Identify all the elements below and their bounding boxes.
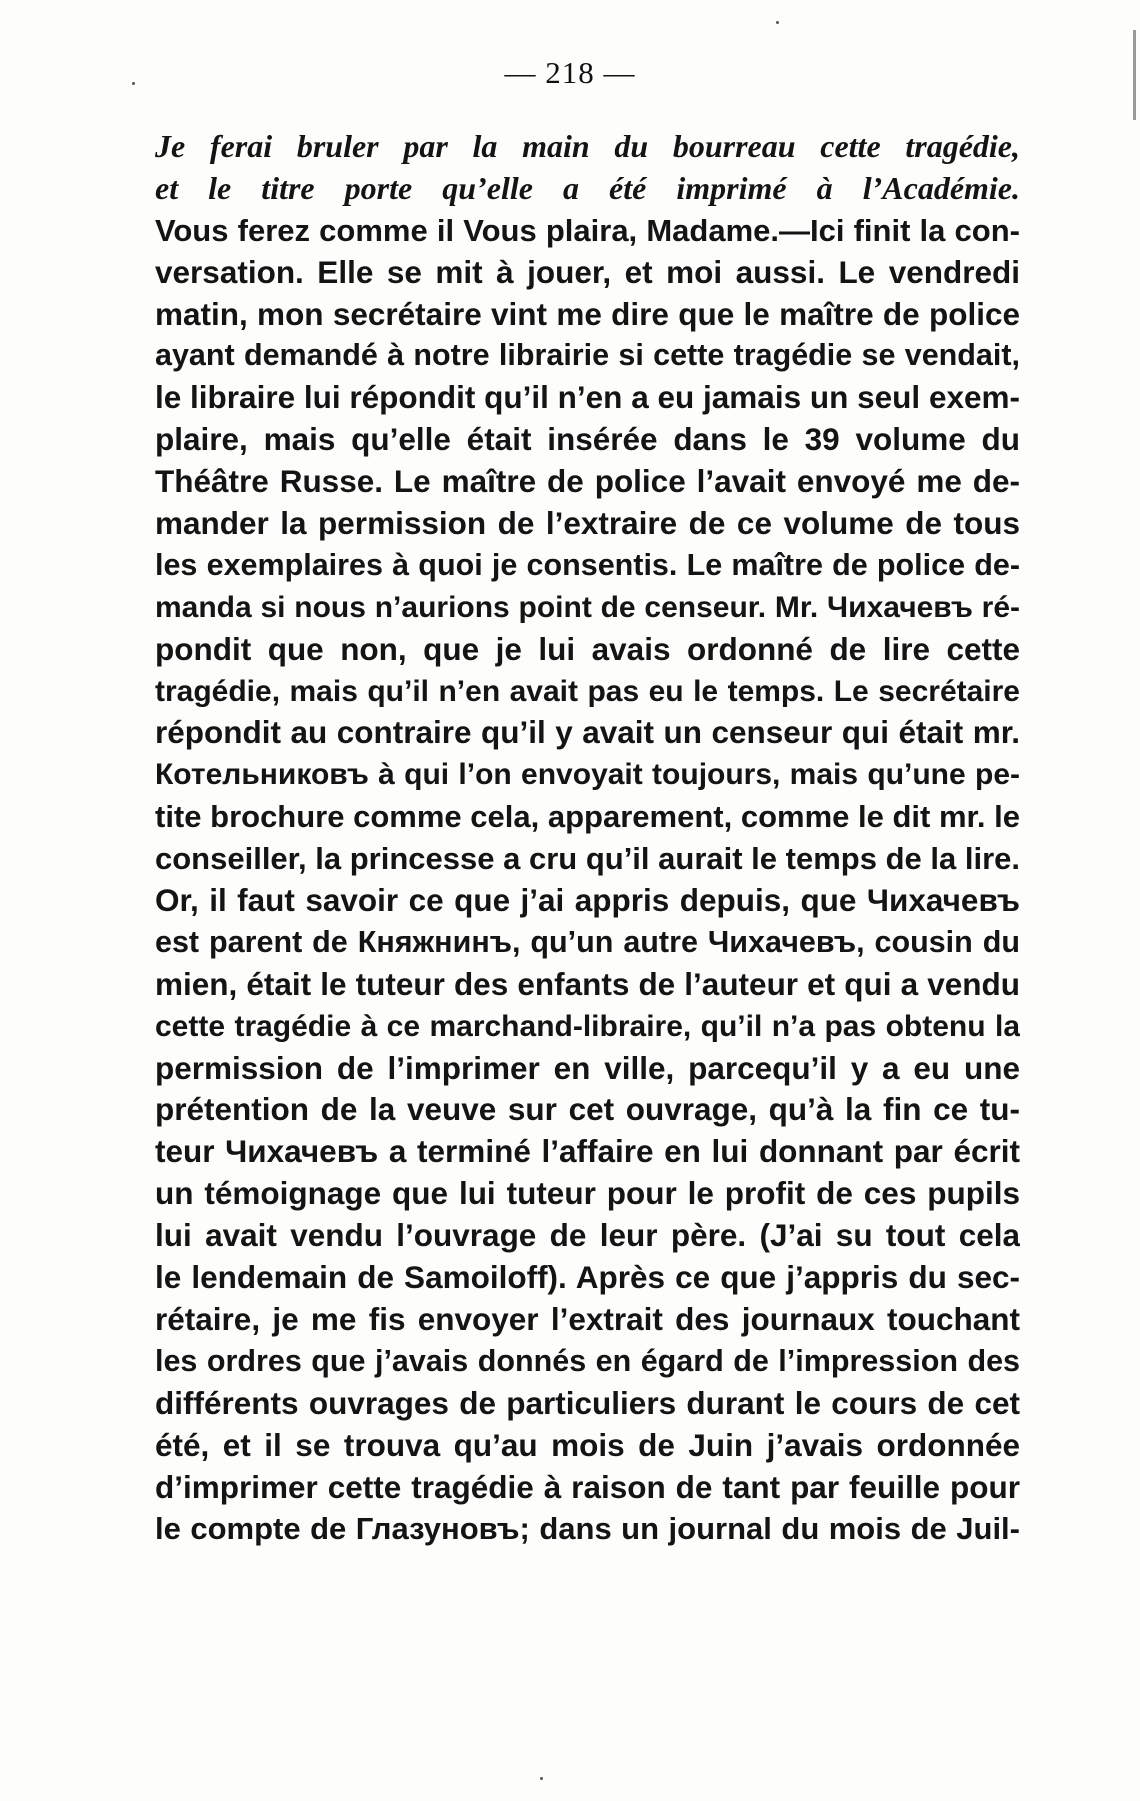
text-line: prétention de la veuve sur cet ouvrage, qu’à la fin ce tu- [155,1091,1020,1128]
text-line: Théâtre Russe. Le maître de police l’avait envoyé me de- [155,463,1020,500]
text-line: les ordres que j’avais donnés en égard de l’impression des [155,1343,1020,1378]
text-line: pondit que non, que je lui avais ordonné de lire cette [155,630,1020,667]
text-line: le libraire lui répondit qu’il n’en a eu jamais un seul exem- [155,379,1020,416]
text-line: Vous ferez comme il Vous plaira, Madame.—Ici finit la con- [155,212,1020,248]
text-line: mander la permission de l’extraire de ce volume de tous [155,505,1020,542]
text-line: et le titre porte qu’elle a été imprimé à l’Académie. [155,169,1020,206]
text-line: cette tragédie à ce marchand-libraire, qu’il n’a pas obtenu la [155,1009,1020,1043]
text-line: rétaire, je me fis envoyer l’extrait des journaux touchant [155,1300,1020,1337]
text-line: été, et il se trouva qu’au mois de Juin j’avais ordonnée [155,1426,1020,1463]
text-line: différents ouvrages de particuliers durant le cours de cet [155,1384,1020,1421]
text-line: est parent de Княжнинъ, qu’un autre Чихачевъ, cousin du [155,924,1020,959]
page-number: — 218 — [504,55,636,90]
text-line: permission de l’imprimer en ville, parcequ’il y a eu une [155,1049,1020,1086]
text-line: mien, était le tuteur des enfants de l’auteur et qui a vendu [155,965,1020,1002]
text-line: tragédie, mais qu’il n’en avait pas eu le temps. Le secrétaire [155,674,1020,708]
text-line: teur Чихачевъ a terminé l’affaire en lui donnant par écrit [155,1133,1020,1170]
scan-edge-mark [1133,30,1136,120]
text-line: matin, mon secrétaire vint me dire que le maître de police [155,295,1020,332]
text-line: ayant demandé à notre librairie si cette tragédie se vendait, [155,338,1020,373]
scan-speck [132,82,135,85]
text-line: le lendemain de Samoiloff). Après ce que j’appris du sec- [155,1259,1020,1296]
text-line: répondit au contraire qu’il y avait un censeur qui était mr. [155,714,1020,751]
text-line: tite brochure comme cela, apparement, comme le dit mr. le [155,799,1020,835]
text-line: conseiller, la princesse a cru qu’il aurait le temps de la lire. [155,841,1020,877]
text-line: le compte de Глазуновъ; dans un journal du mois de Juil- [155,1511,1020,1547]
body-text [155,126,1020,1550]
text-line: lui avait vendu l’ouvrage de leur père. (J’ai su tout cela [155,1217,1020,1254]
text-line: les exemplaires à quoi je consentis. Le maître de police de- [155,547,1020,582]
text-line: plaire, mais qu’elle était insérée dans le 39 volume du [155,421,1020,458]
scan-speck [776,21,779,24]
text-line: un témoignage que lui tuteur pour le profit de ces pupils [155,1175,1020,1212]
text-line: Котельниковъ à qui l’on envoyait toujours, mais qu’une pe- [155,758,1020,792]
text-line: manda si nous n’aurions point de censeur. Mr. Чихачевъ ré- [155,590,1020,624]
scan-speck [540,1777,543,1780]
text-line: versation. Elle se mit à jouer, et moi aussi. Le vendredi [155,253,1020,290]
text-line: d’imprimer cette tragédie à raison de tant par feuille pour [155,1468,1020,1505]
text-line: Or, il faut savoir ce que j’ai appris depuis, que Чихачевъ [155,882,1020,919]
text-line: Je ferai bruler par la main du bourreau cette tragédie, [155,128,1020,164]
